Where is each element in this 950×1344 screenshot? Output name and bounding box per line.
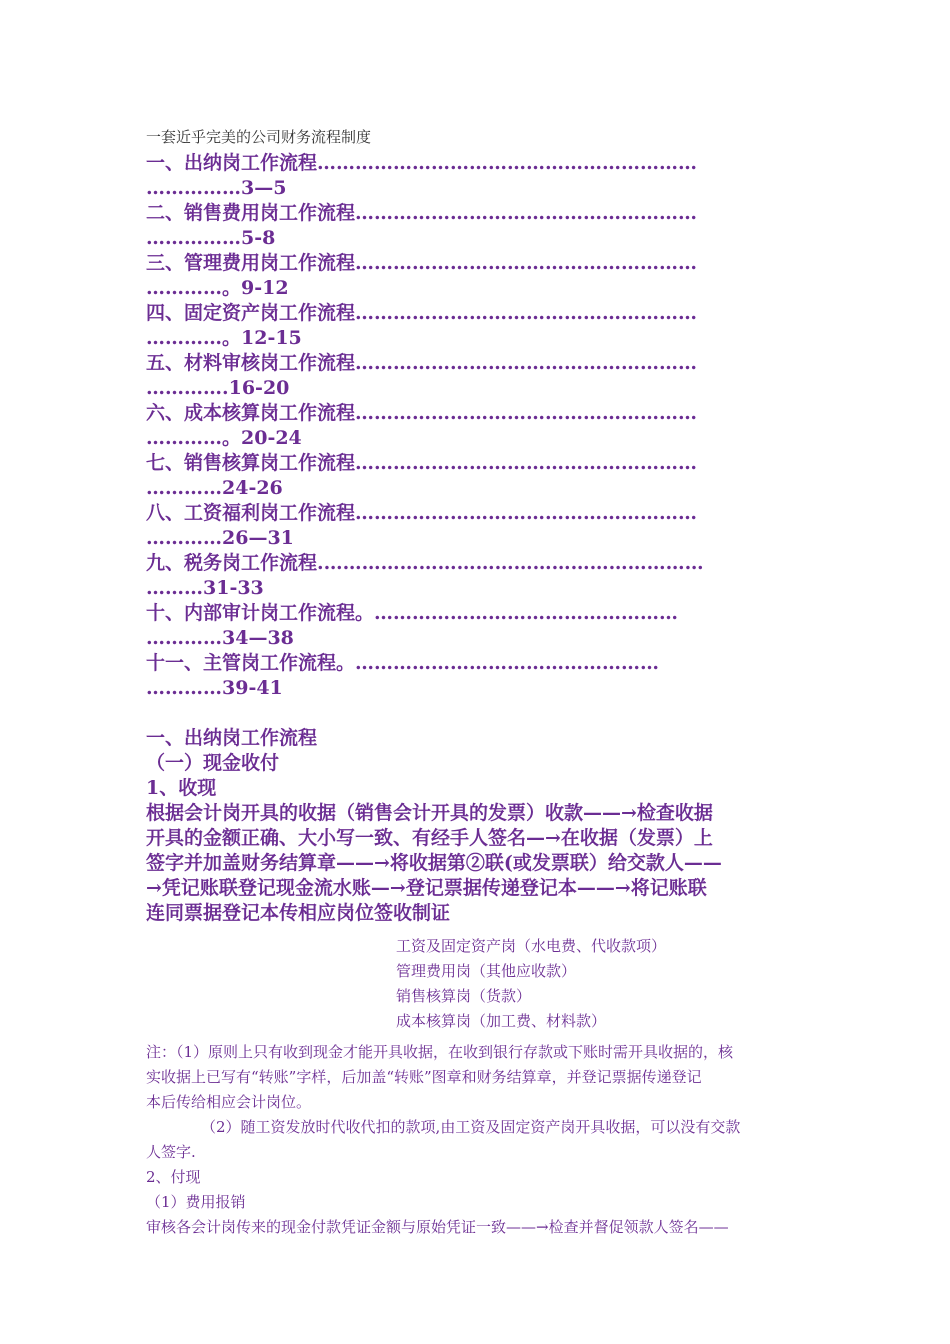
toc-entry-4-pages[interactable]: …………。12-15 <box>146 327 302 349</box>
cash-receipt-flow <box>146 801 811 926</box>
toc-entry-8-pages[interactable]: …………26—31 <box>146 527 294 549</box>
item-heading-collect-cash: 1、收现 <box>146 777 217 799</box>
note-1 <box>146 1040 811 1115</box>
toc-entry-1[interactable]: 一、出纳岗工作流程…………………………………………………… <box>146 152 698 174</box>
note-line: 实收据上已写有“转账”字样，后加盖“转账”图章和财务结算章，并登记票据传递登记 <box>146 1068 702 1086</box>
toc-entry-6-pages[interactable]: …………。20-24 <box>146 427 302 449</box>
toc-entry-11[interactable]: 十一、主管岗工作流程。………………………………………… <box>146 652 660 674</box>
toc-entry-3[interactable]: 三、管理费用岗工作流程……………………………………………… <box>146 252 698 274</box>
toc-entry-7[interactable]: 七、销售核算岗工作流程……………………………………………… <box>146 452 698 474</box>
list-item: 成本核算岗（加工费、材料款） <box>396 1012 607 1030</box>
toc-entry-9-pages[interactable]: ………31-33 <box>146 577 264 599</box>
section-heading: 一、出纳岗工作流程 <box>146 727 318 749</box>
toc-entry-5[interactable]: 五、材料审核岗工作流程……………………………………………… <box>146 352 698 374</box>
document-title: 一套近乎完美的公司财务流程制度 <box>146 128 372 146</box>
subsection-heading: （一）现金收付 <box>146 752 280 774</box>
blank-line <box>146 701 811 726</box>
item-heading-pay-cash: 2、付现 <box>146 1168 201 1186</box>
subitem-expense-reimbursement: （1）费用报销 <box>146 1193 246 1211</box>
flow-line: 签字并加盖财务结算章——→将收据第②联(或发票联）给交款人—— <box>146 852 722 874</box>
list-item: 工资及固定资产岗（水电费、代收款项） <box>396 937 667 955</box>
flow-line: 根据会计岗开具的收据（销售会计开具的发票）收款——→检查收据 <box>146 802 713 824</box>
flow-line: →凭记账联登记现金流水账—→登记票据传递登记本——→将记账联 <box>146 877 707 899</box>
receiving-posts-list <box>396 934 811 1034</box>
payment-flow-line: 审核各会计岗传来的现金付款凭证金额与原始凭证一致——→检查并督促领款人签名—— <box>146 1218 729 1236</box>
note-line: 本后传给相应会计岗位。 <box>146 1093 312 1111</box>
toc-entry-8[interactable]: 八、工资福利岗工作流程……………………………………………… <box>146 502 698 524</box>
toc-entry-2-pages[interactable]: ……………5-8 <box>146 227 276 249</box>
toc-entry-6[interactable]: 六、成本核算岗工作流程……………………………………………… <box>146 402 698 424</box>
toc-entry-9[interactable]: 九、税务岗工作流程.…………………………………………………… <box>146 552 704 574</box>
document-body <box>146 125 811 1240</box>
note-line: （2）随工资发放时代收代扣的款项,由工资及固定资产岗开具收据，可以没有交款 <box>201 1118 741 1136</box>
toc-entry-3-pages[interactable]: …………。9-12 <box>146 277 289 299</box>
list-item: 管理费用岗（其他应收款） <box>396 962 577 980</box>
flow-line: 连同票据登记本传相应岗位签收制证 <box>146 902 451 924</box>
toc-entry-11-pages[interactable]: …………39-41 <box>146 677 283 699</box>
list-item: 销售核算岗（货款） <box>396 987 532 1005</box>
note-line: 注：（1）原则上只有收到现金才能开具收据，在收到银行存款或下账时需开具收据的，核 <box>146 1043 734 1061</box>
toc-entry-10[interactable]: 十、内部审计岗工作流程。………………………………………… <box>146 602 679 624</box>
toc-entry-5-pages[interactable]: ………….16-20 <box>146 377 290 399</box>
toc-entry-4[interactable]: 四、固定资产岗工作流程……………………………………………… <box>146 302 698 324</box>
toc-entry-10-pages[interactable]: …………34—38 <box>146 627 294 649</box>
toc-entry-7-pages[interactable]: …………24-26 <box>146 477 283 499</box>
toc-entry-1-pages[interactable]: ……………3—5 <box>146 177 287 199</box>
note-2 <box>146 1115 811 1165</box>
flow-line: 开具的金额正确、大小写一致、有经手人签名—→在收据（发票）上 <box>146 827 713 849</box>
note-line: 人签字. <box>146 1143 196 1161</box>
toc-entry-2[interactable]: 二、销售费用岗工作流程……………………………………………… <box>146 202 698 224</box>
table-of-contents <box>146 151 811 701</box>
